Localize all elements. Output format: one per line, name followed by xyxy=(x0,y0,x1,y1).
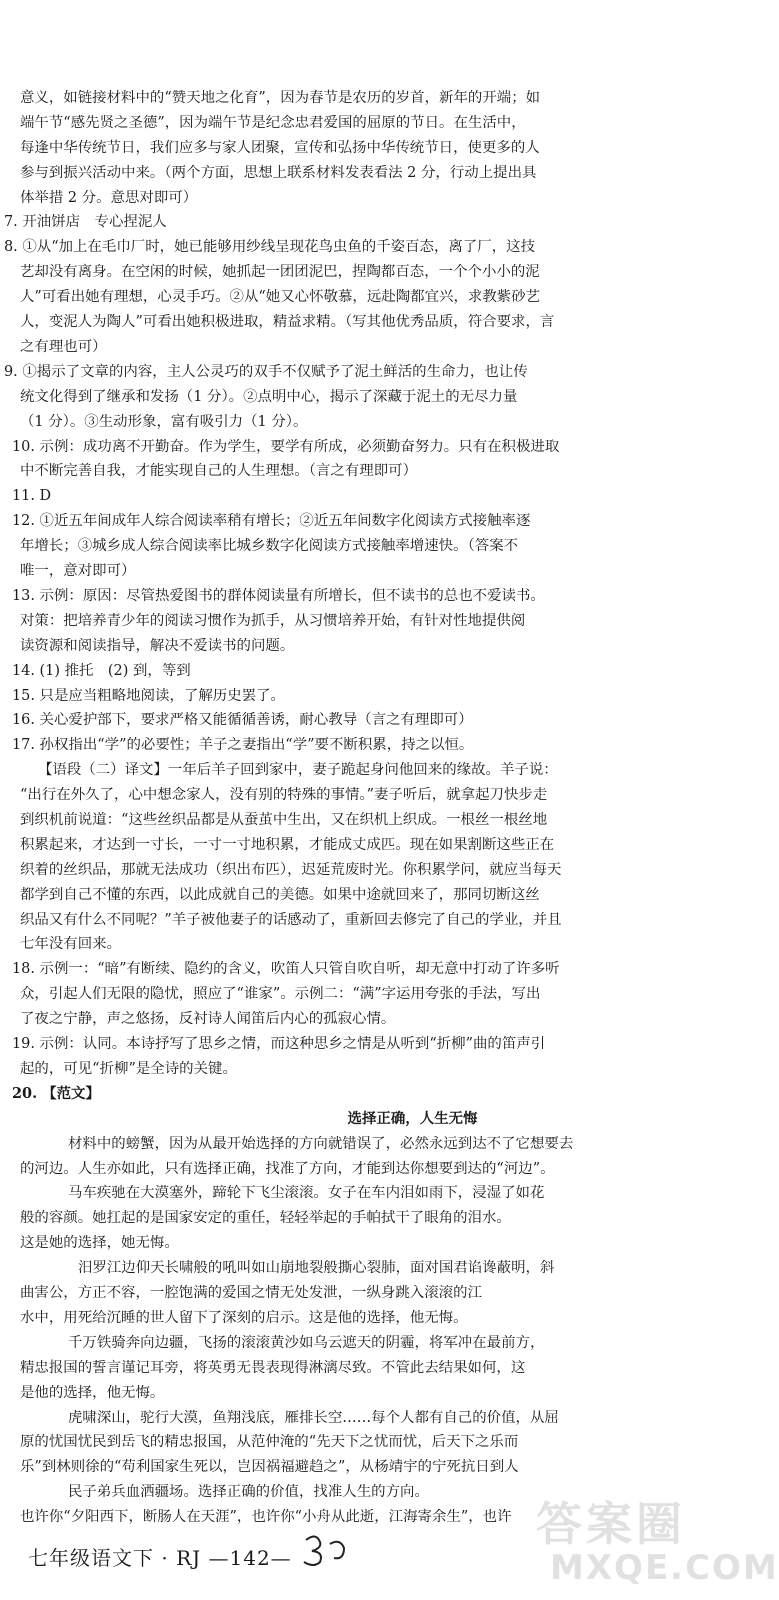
essay-line: 也许你“夕阳西下，断肠人在天涯”，也许你“小舟从此逝，江海寄余生”，也许 xyxy=(20,1509,512,1526)
question-7: 7. 开油饼店 专心捏泥人 xyxy=(4,214,167,231)
text-line: 读资源和阅读指导，解决不爱读书的问题。 xyxy=(20,637,295,654)
text-line: 起的，可见“折柳”是全诗的关键。 xyxy=(20,1060,237,1077)
essay-line: 精忠报国的誓言谨记耳旁，将英勇无畏表现得淋漓尽致。不管此去结果如何，这 xyxy=(20,1359,526,1376)
essay-line: 般的容颜。她扛起的是国家安定的重任，轻轻举起的手帕拭干了眼角的泪水。 xyxy=(20,1210,511,1227)
text-line: 中不断完善自我，才能实现自己的人生理想。（言之有理即可） xyxy=(20,463,418,480)
essay-line: 民子弟兵血洒疆场。选择正确的价值，找准人生的方向。 xyxy=(68,1484,429,1501)
text-line: 参与到振兴活动中来。（两个方面，思想上联系材料发表看法 2 分，行动上提出具 xyxy=(20,164,537,181)
question-13: 13. 示例：原因：尽管热爱图书的群体阅读量有所增长，但不读书的总也不爱读书。 xyxy=(12,587,545,604)
text-line: 人，变泥人为陶人”可看出她积极进取，精益求精。（写其他优秀品质，符合要求，言 xyxy=(20,314,555,331)
question-20: 20. 【范文】 xyxy=(12,1084,100,1102)
text-line: （1 分）。③生动形象，富有吸引力（1 分）。 xyxy=(20,413,308,430)
essay-line: 汨罗江边仰天长啸般的吼叫如山崩地裂般撕心裂肺，面对国君谄谗蔽明，斜 xyxy=(78,1260,555,1277)
text-line: 人”可看出她有理想，心灵手巧。②从“她又心怀敬慕，远赴陶都宜兴，求教紫砂艺 xyxy=(20,289,541,306)
essay-line: 虎啸深山，驼行大漠，鱼翔浅底，雁排长空……每个人都有自己的价值，从屈 xyxy=(68,1409,559,1426)
watermark xyxy=(528,1488,779,1594)
essay-line: 水中，用死给沉睡的世人留下了深刻的启示。这是他的选择，他无悔。 xyxy=(20,1309,468,1326)
question-12: 12. ①近五年间成年人综合阅读率稍有增长；②近五年间数字化阅读方式接触率逐 xyxy=(12,513,531,530)
text-line: 【语段（二）译文】一年后羊子回到家中，妻子跪起身问他回来的缘故。羊子说： xyxy=(38,762,558,779)
question-18: 18. 示例一：“暗”有断续、隐约的含义，吹笛人只管自吹自听，却无意中打动了许多听 xyxy=(12,961,560,978)
question-16: 16. 关心爱护部下，要求严格又能循循善诱，耐心教导（言之有理即可） xyxy=(12,712,473,729)
watermark-cn: 答案圈 xyxy=(536,1497,686,1551)
text-line: 到织机前说道：“这些丝织品都是从蚕茧中生出，又在织机上织成。一根丝一根丝地 xyxy=(20,812,548,828)
text-line: 织品又有什么不同呢？”羊子被他妻子的话感动了，重新回去修完了自己的学业，并且 xyxy=(20,911,562,928)
essay-line: 原的忧国忧民到岳飞的精忠报国，从范仲淹的“先天下之忧而忧，后天下之乐而 xyxy=(20,1434,519,1451)
question-15: 15. 只是应当粗略地阅读，了解历史罢了。 xyxy=(12,687,285,704)
text-line: 积累起来，才达到一寸长，一寸一寸地积累，才能成丈成匹。现在如果割断这些正在 xyxy=(20,836,555,853)
text-line: 七年没有回来。 xyxy=(20,936,122,953)
essay-line: 是他的选择，他无悔。 xyxy=(20,1384,165,1401)
question-11: 11. D xyxy=(12,488,52,505)
text-line: “出行在外久了，心中想念家人，没有别的特殊的事情。”妻子听后，就拿起刀快步走 xyxy=(20,787,548,804)
essay-line: 材料中的螃蟹，因为从最开始选择的方向就错误了，必然永远到达不了它想要去 xyxy=(68,1135,574,1152)
question-14: 14. (1) 推托 (2) 到，等到 xyxy=(12,662,191,679)
question-8: 8. ①从“加上在毛巾厂时，她已能够用纱线呈现花鸟虫鱼的千姿百态，离了厂，这技 xyxy=(4,239,536,256)
essay-title: 选择正确，人生无悔 xyxy=(347,1109,478,1127)
essay-line: 千万铁骑奔向边疆，飞扬的滚滚黄沙如乌云遮天的阴霾，将军冲在最前方， xyxy=(68,1334,545,1351)
essay-line: 马车疾驰在大漠塞外，蹄轮下飞尘滚滚。女子在车内泪如雨下，浸湿了如花 xyxy=(68,1185,545,1202)
text-line: 艺却没有离身。在空闲的时候，她抓起一团团泥巴，捏陶都百态，一个个小小的泥 xyxy=(20,264,540,281)
essay-line: 曲害公，方正不容，一腔饱满的爱国之情无处发泄，一纵身跳入滚滚的江 xyxy=(20,1285,482,1302)
text-line: 众，引起人们无限的隐忧，照应了“谁家”。示例二：“满”字运用夸张的手法，写出 xyxy=(20,986,541,1003)
text-line: 意义，如链接材料中的“赞天地之化育”，因为春节是农历的岁首，新年的开端；如 xyxy=(20,90,541,106)
text-line: 对策：把培养青少年的阅读习惯作为抓手，从习惯培养开始，有针对性地提供阅 xyxy=(20,612,526,629)
watermark-en: MXQE.COM xyxy=(550,1548,779,1588)
page-footer: 七年级语文下 · RJ —142— xyxy=(28,1546,292,1570)
text-line: 之有理也可） xyxy=(20,338,107,355)
text-line: 唯一，意对即可） xyxy=(20,563,136,580)
text-line: 体举措 2 分。意思对即可） xyxy=(20,189,198,206)
text-line: 端午节“感先贤之圣德”，因为端午节是纪念忠君爱国的屈原的节日。在生活中， xyxy=(20,114,526,131)
essay-line: 这是她的选择，她无悔。 xyxy=(20,1235,179,1252)
question-10: 10. 示例：成功离不开勤奋。作为学生，要学有所成，必须勤奋努力。只有在积极进取 xyxy=(12,438,560,455)
text-line: 了夜之宁静，声之悠扬，反衬诗人闻笛后内心的孤寂心情。 xyxy=(20,1011,396,1028)
text-line: 织着的丝织品，那就无法成功（织出布匹），迟延荒废时光。你积累学问，就应当每天 xyxy=(20,861,562,878)
text-line: 统文化得到了继承和发扬（1 分）。②点明中心，揭示了深藏于泥土的无尽力量 xyxy=(20,388,518,405)
text-line: 都学到自己不懂的东西，以此成就自己的美德。如果中途就回来了，那同切断这丝 xyxy=(20,886,540,903)
question-17: 17. 孙权指出“学”的必要性；羊子之妻指出“学”要不断积累，持之以恒。 xyxy=(12,737,474,754)
text-line: 年增长；③城乡成人综合阅读率比城乡数字化阅读方式接触率增速快。（答案不 xyxy=(20,538,519,555)
handwritten-page-number xyxy=(300,1530,352,1570)
question-19: 19. 示例：认同。本诗抒写了思乡之情，而这种思乡之情是从听到“折柳”曲的笛声引 xyxy=(12,1036,546,1053)
essay-line: 乐”到林则徐的“苟利国家生死以，岂因祸福避趋之”，从杨靖宇的宁死抗日到人 xyxy=(20,1459,519,1476)
essay-line: 的河边。人生亦如此，只有选择正确，找准了方向，才能到达你想要到达的“河边”。 xyxy=(20,1160,555,1177)
text-line: 每逢中华传统节日，我们应多与家人团聚，宣传和弘扬中华传统节日，使更多的人 xyxy=(20,139,540,156)
question-9: 9. ①揭示了文章的内容，主人公灵巧的双手不仅赋予了泥土鲜活的生命力，也让传 xyxy=(4,363,528,380)
